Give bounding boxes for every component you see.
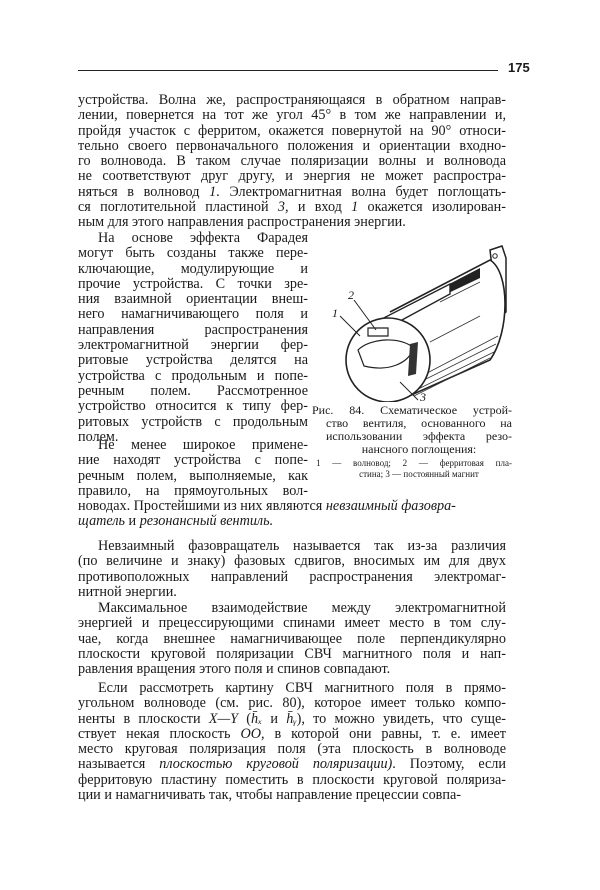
text-line: го волновода. В таком случае поляризации волны и волновода [78,153,506,170]
caption-line: Рис. 84. Схематическое устрой- [312,403,512,417]
paragraph [78,231,308,445]
text-line: ритовых устройств с продольным [78,413,308,430]
italic-text: резонансный вентиль. [139,513,274,530]
text-segment: ( [237,710,251,727]
text-line: энергией и прецессирующими спинами имеет место в том слу- [78,615,506,632]
caption-line: использовании эффекта резо- [326,429,512,443]
text-line: Если рассмотреть картину СВЧ магнитного поля в прямо- [98,680,506,696]
text-segment: ствует некая плоскость [78,725,241,742]
paragraph [78,539,506,600]
caption-line: ство вентиля, основанного на [326,416,512,430]
paragraph [78,93,506,231]
text-line [78,185,506,200]
text-line: место круговая поляризация поля (эта плоскость в волноводе [78,741,506,758]
text-line: равления вращения этого поля и спинов совпадают. [78,661,391,678]
text-line [78,727,506,742]
text-line: чае, когда внешнее намагничивающее поле перпендикулярно [78,630,506,647]
text-line: электромагнитной энергии фер- [78,337,308,354]
text-line: лении, повернется на тот же угол 45° в том же направлении и, [78,107,506,124]
text-segment: и [125,513,140,530]
text-segment: ся поглотительной пластиной [78,199,278,216]
text-line [78,514,308,529]
text-line: Невзаимный фазовращатель называется так из-за различия [98,538,506,554]
italic-text: плоскостью круговой поляризации) [159,756,393,773]
text-line: ции и намагничивать так, чтобы направление прецессии совпа- [78,787,461,804]
text-segment: ), то можно увидеть, что суще- [296,710,506,727]
figure-label-2: 2 [348,288,354,302]
italic-text: щатель [78,513,125,530]
text-segment: называется [78,756,160,773]
figure-84-illustration [330,232,510,402]
caption-legend-line: стина; 3 — постоянный магнит [359,469,479,479]
text-line: пройдя участок с ферритом, окажется повернутой на 90° относи- [78,122,506,139]
text-segment: няться в волновод [78,183,210,200]
text-line: речным полем. Рассмотренное [78,382,308,399]
figure-label-3: 3 [420,390,426,404]
italic-text: h̄ᵧ [286,710,297,727]
italic-text: h̄ₓ [250,710,263,727]
text-line: полем. [78,428,119,445]
text-line [78,200,506,215]
text-line [78,498,456,515]
text-line: него намагничивающего поля и [78,306,308,323]
text-line [78,712,506,727]
text-line: противоположных направлений распространения электромаг- [78,568,506,585]
paragraph [78,681,506,803]
italic-text: 1 [209,183,217,200]
text-line: не соответствуют друг другу, и энергия не может распростра- [78,168,506,185]
text-line: ние находят устройства с попе- [78,452,308,469]
figure-caption [312,404,512,480]
valve-drawing [330,232,510,402]
text-segment: и вход [288,199,352,216]
text-line: угольном волноводе (см. рис. 80), которое имеет только компо- [78,695,506,712]
text-line: На основе эффекта Фарадея [98,230,308,246]
text-line: прочие устройства. С точки зре- [78,275,308,292]
text-line: ритовые устройства делятся на [78,352,308,369]
header-rule [78,70,498,71]
text-line: ным для этого направления распространения энергии. [78,214,406,231]
text-line: тельно своего первоначального положения и ориентации входно- [78,137,506,154]
text-line: ния взаимной ориентации внеш- [78,291,308,308]
italic-text: 1 [351,199,359,216]
text-line: направления распространения [78,321,308,338]
italic-text: 3, [277,199,289,216]
italic-text: OO [240,725,261,742]
text-line [78,757,506,772]
figure-label-1: 1 [332,306,338,320]
italic-text: X—Y [208,710,238,727]
page-number: 175 [508,60,530,75]
text-segment: новодах. Простейшими из них являются [78,498,326,515]
text-line: ферритовую пластину поместить в плоскости круговой поляриза- [78,771,506,788]
text-line: устройство относится к типу фер- [78,398,308,415]
text-line: могут быть созданы также пере- [78,245,308,262]
text-line: правило, на прямоугольных вол- [78,482,308,499]
text-line: Не менее широкое примене- [98,437,308,453]
text-line: речным полем, выполняемые, как [78,467,308,484]
text-line: Максимальное взаимодействие между электромагнитной [98,600,506,616]
text-line: устройства с продольным и попе- [78,367,308,384]
text-segment: окажется изолирован- [358,199,506,216]
text-line: (по величине и знаку) фазовых сдвигов, вносимых им для двух [78,553,506,570]
text-segment: и [262,710,287,727]
text-line: устройства. Волна же, распространяющаяся в обратном направ- [78,92,506,108]
text-segment: . Поэтому, если [392,756,506,773]
caption-line: нансного поглощения: [361,442,477,456]
paragraph [78,601,506,677]
text-line: плоскости круговой поляризации СВЧ магнитного поля и нап- [78,645,506,662]
text-segment: , в которой они равны, т. е. имеет [260,725,506,742]
text-segment: ненты в плоскости [78,710,209,727]
italic-text: невзаимный фазовра- [325,498,456,515]
caption-legend-line: 1 — волновод; 2 — ферритовая пла- [316,458,512,468]
text-segment: . Электромагнитная волна будет поглощать- [216,183,506,200]
text-line: ключающие, модулирующие и [78,260,308,277]
text-line: нитной энергии. [78,583,177,600]
